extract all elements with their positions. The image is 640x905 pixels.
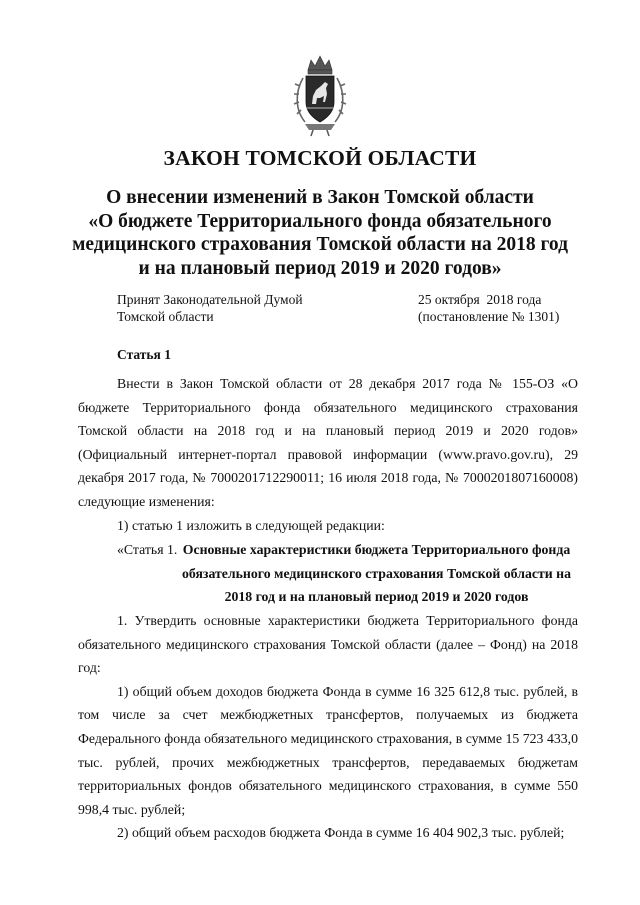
coat-of-arms-emblem bbox=[291, 52, 349, 138]
point-paragraph: 1. Утвердить основные характеристики бюджета Территориального фонда обязательного медицинского страхования Томской области (далее – Фонд) на 2018 год: bbox=[78, 613, 578, 676]
adopted-by bbox=[117, 291, 303, 325]
law-title: ЗАКОН ТОМСКОЙ ОБЛАСТИ bbox=[163, 146, 477, 170]
subject-line: и на плановый период 2019 и 2020 годов» bbox=[138, 257, 502, 279]
subject-line: О внесении изменений в Закон Томской области bbox=[106, 187, 534, 208]
intro-paragraph: Внести в Закон Томской области от 28 декабря 2017 года № 155-ОЗ «О бюджете Территориального фонда обязательного медицинского страхования Томской области на 2018 год и на плановый период 2019 и 2020 годов» (Официальный интернет-портал правовой информации (www.pravo.gov.ru), 29 декабря 2017 года, № 7000201712290011; 16 июля 2018 года, № 7000201807160008) следующие изменения: bbox=[78, 376, 578, 509]
law-subject bbox=[70, 186, 570, 280]
subject-line: «О бюджете Территориального фонда обязательного bbox=[88, 210, 552, 232]
amended-article-label: «Статья 1. bbox=[117, 542, 178, 557]
subpoint-paragraph: 1) общий объем доходов бюджета Фонда в сумме 16 325 612,8 тыс. рублей, в том числе за счет межбюджетных трансфертов, получаемых из бюджета Федерального фонда обязательного медицинского страхования, в сумме 15 723 433,0 тыс. рублей, прочих межбюджетных трансфертов, передаваемых бюджетам территориальных фондов обязательного медицинского страхования, в сумме 550 998,4 тыс. рублей; bbox=[78, 683, 578, 817]
item-paragraph: 1) статью 1 изложить в следующей редакции: bbox=[117, 517, 385, 533]
article-body bbox=[78, 372, 578, 537]
amended-article-title: Основные характеристики бюджета Территориального фонда обязательного медицинского страхования Томской области на 2018 год и на плановый период 2019 и 2020 годов bbox=[181, 542, 571, 605]
subject-line: медицинского страхования Томской области на 2018 год bbox=[72, 234, 568, 255]
adopted-date: 25 октября 2018 года bbox=[418, 292, 542, 307]
adopted-by-line: Принят Законодательной Думой bbox=[117, 292, 303, 307]
amended-article-header bbox=[78, 538, 578, 609]
article-heading: Статья 1 bbox=[117, 347, 171, 362]
resolution-number: (постановление № 1301) bbox=[418, 309, 560, 324]
amended-article bbox=[78, 538, 578, 845]
adopted-by-line: Томской области bbox=[117, 309, 214, 324]
subpoint-paragraph: 2) общий объем расходов бюджета Фонда в сумме 16 404 902,3 тыс. рублей; bbox=[117, 825, 565, 841]
adoption-date-block bbox=[418, 291, 559, 325]
